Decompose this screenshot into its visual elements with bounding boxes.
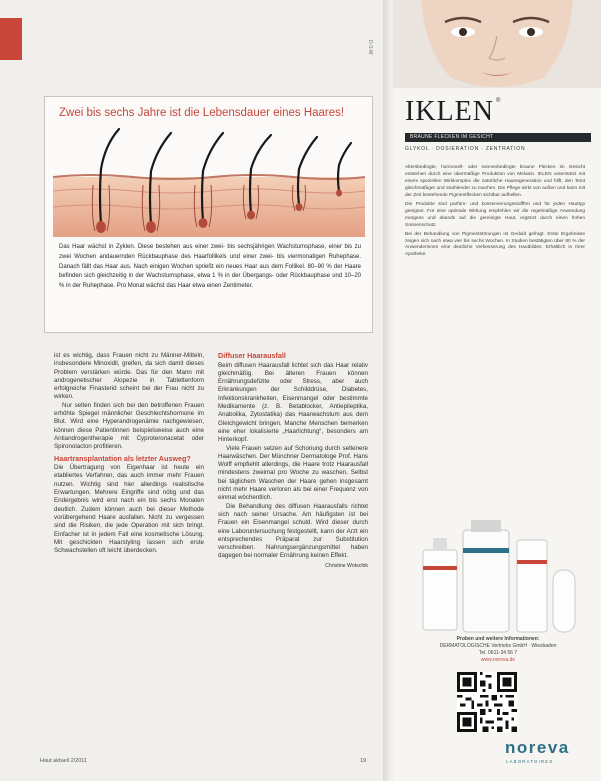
model-face-image — [393, 0, 601, 88]
contact-url[interactable]: www.noreva.de — [480, 657, 516, 663]
section-tab — [0, 18, 22, 60]
brand-subline: GLYKOL · DOSIERATION · ZENTRATION — [405, 146, 526, 152]
paragraph: Die Übertragung von Eigenhaar ist heute ein etabliertes Verfahren, das auch immer mehr Frauen nutzen. Wichtig sind hier allerdings realistische Erwartungen. Mehrere Eingriffe sind nötig und das Endergebnis wird erst nach ein bis sechs Monaten deutlich. Zudem können auch bei dieser Methode vorübergehend Haare ausfallen. Nicht zu vergessen sind die Risiken, die jede Operation mit sich bringt. Einfacher ist in jedem Fall eine kosmetische Lösung. Mit geschickten Haarstyling lassen sich erste Schwachstellen oft leicht überdecken. — [54, 464, 204, 555]
noreva-logo-sub: LABORATOIRES — [506, 759, 554, 764]
figure-title: Zwei bis sechs Jahre ist die Lebensdauer eines Haares! — [59, 107, 345, 119]
product-bottles-image — [413, 520, 583, 635]
author-credit: Christine Wotschik — [325, 562, 368, 569]
qr-code[interactable] — [457, 672, 517, 732]
contact-heading: Proben und weitere Informationen: — [456, 636, 540, 642]
hair-cycle-figure — [44, 96, 373, 333]
contact-phone: Tel. 0611-34 56 7 — [478, 650, 518, 656]
hair-growth-illustration — [53, 125, 365, 237]
footer-issue: Haut aktuell 2/2011 — [40, 758, 87, 764]
contact-company: DERMATOLOGISCHE Vertriebs GmbH · Wiesbaden — [439, 643, 557, 649]
paragraph: Viele Frauen setzen auf Schonung durch seltenere Haarwäschen. Der Münchner Dermatologe Prof. Hans Wolff empfiehlt allerdings, die Haare trotz Haarausfall mindestens zweimal pro Woche zu waschen. Selbst bei täglichem Waschen der Haare gehen insgesamt nicht mehr Haare verloren als bei einer Frequenz von einmal wöchentlich. — [218, 444, 368, 502]
article-column-right — [218, 352, 368, 570]
brand-logo: IKLEN — [405, 96, 494, 127]
brand-tagline-bar: BRAUNE FLECKEN IM GESICHT — [405, 133, 591, 142]
page-number: 19 — [360, 758, 367, 764]
advertisement — [393, 0, 601, 781]
paragraph: Nur selten finden sich bei den betroffenen Frauen erhöhte Spiegel männlicher Geschlechtshormone im Blut. Wird eine Hyperandrogenämie nachgewiesen, können diese Patientinnen beispielsweise auch eine Antiandrogentherapie mit Cyproteronacetat oder Spironolacton profitieren. — [54, 401, 204, 451]
paragraph: Altersbedingte, hormonell- oder sonnenbedingte braune Flecken im Gesicht entstehen durch eine übermäßige Produktion von Melanin. IKLEN unterstützt mit einem speziellen Wirkkomplex die natürliche Hautregeneration und hilft, den Teint gleichmäßiger und strahlender zu machen. Die Pflege wirkt von außen und kann mit der Zeit bestehende Pigmentflecken sichtbar aufhellen. — [405, 165, 585, 198]
ad-body-text — [405, 165, 585, 261]
paragraph: Die Behandlung des diffusen Haarausfalls richtet sich nach seiner Ursache. Am häufigsten ist bei Frauen ein Eisenmangel schuld. Wird dieser durch eine Laboruntersuchung festgestellt, kann der Arzt ein entsprechendes Präparat zur Substitution verschreiben. Nahrungsergänzungsmittel haben dagegen bei normaler Ernährung keinen Effekt. — [218, 502, 368, 560]
paragraph: ist es wichtig, dass Frauen nicht zu Männer-Mitteln, insbesondere Minoxidil, greifen, da sich damit dieses Problem verstärken würde. Das für den Mann mit androgenetischer Alopezie in Tablettenform erfolgreiche Finasterid scheint bei der Frau nicht zu wirken. — [54, 352, 204, 401]
article-column-left — [54, 352, 204, 555]
paragraph: Bei der Behandlung von Pigmentstörungen ist Geduld gefragt. Erste Ergebnisse zeigen sich nach etwa vier bis sechs Wochen. In Studien bestätigten über 80 % der Anwenderinnen eine deutliche Verbesserung des Hautbildes. Erhältlich in Ihrer Apotheke. — [405, 231, 585, 258]
registered-mark: ® — [496, 98, 501, 104]
paragraph: Beim diffusen Haarausfall lichtet sich das Haar relativ gleichmäßig. Bei älteren Frauen können Ernährungsdefizite oder Stress, aber auch Erkrankungen der Schilddrüse, Diabetes, Infektionskrankheiten, Eisenmangel oder bestimmte Medikamente (z. B. Betablocker, Antiepileptika, Anabolika, Zytostatika) das Haarwachstum aus dem Gleichgewicht bringen. Manche Menschen bemerken eine eher lokalisierte „Haarlichtung“, besonders am Hinterkopf. — [218, 361, 368, 444]
section-heading: Haartransplantation als letzter Ausweg? — [54, 453, 191, 463]
section-heading: Diffuser Haarausfall — [218, 351, 286, 360]
side-code: D-3-W — [367, 40, 373, 55]
page-gutter — [383, 0, 391, 781]
noreva-logo: noreva — [505, 738, 570, 757]
figure-caption: Das Haar wächst in Zyklen. Diese bestehen aus einer zwei- bis sechsjährigen Wachstumsphase, einer bis zu zwei Wochen andauernden Rückbauphase des Haarfollikels und einer zwei- bis viermonatigen Ruhephase. Danach fällt das Haar aus. Nach einigen Wochen sprießt ein neues Haar aus dem Follikel. 80–90 % der Haare befinden sich gleichzeitig in der Wachstumsphase, etwa 1 % in der Übergangs- oder Rückbauphase und 10–20 % in der Ruhephase. Pro Monat wächst das Haar etwa einen Zentimeter. — [59, 244, 361, 290]
ad-contact-info — [405, 636, 591, 664]
paragraph: Die Produkte sind parfüm- und konservierungsstofffrei und für jeden Hauttyp geeignet. Für eine optimale Wirkung empfehlen wir die regelmäßige Anwendung morgens und abends auf die gereinigte Haut, ergänzt durch einen hohen Sonnenschutz. — [405, 201, 585, 228]
